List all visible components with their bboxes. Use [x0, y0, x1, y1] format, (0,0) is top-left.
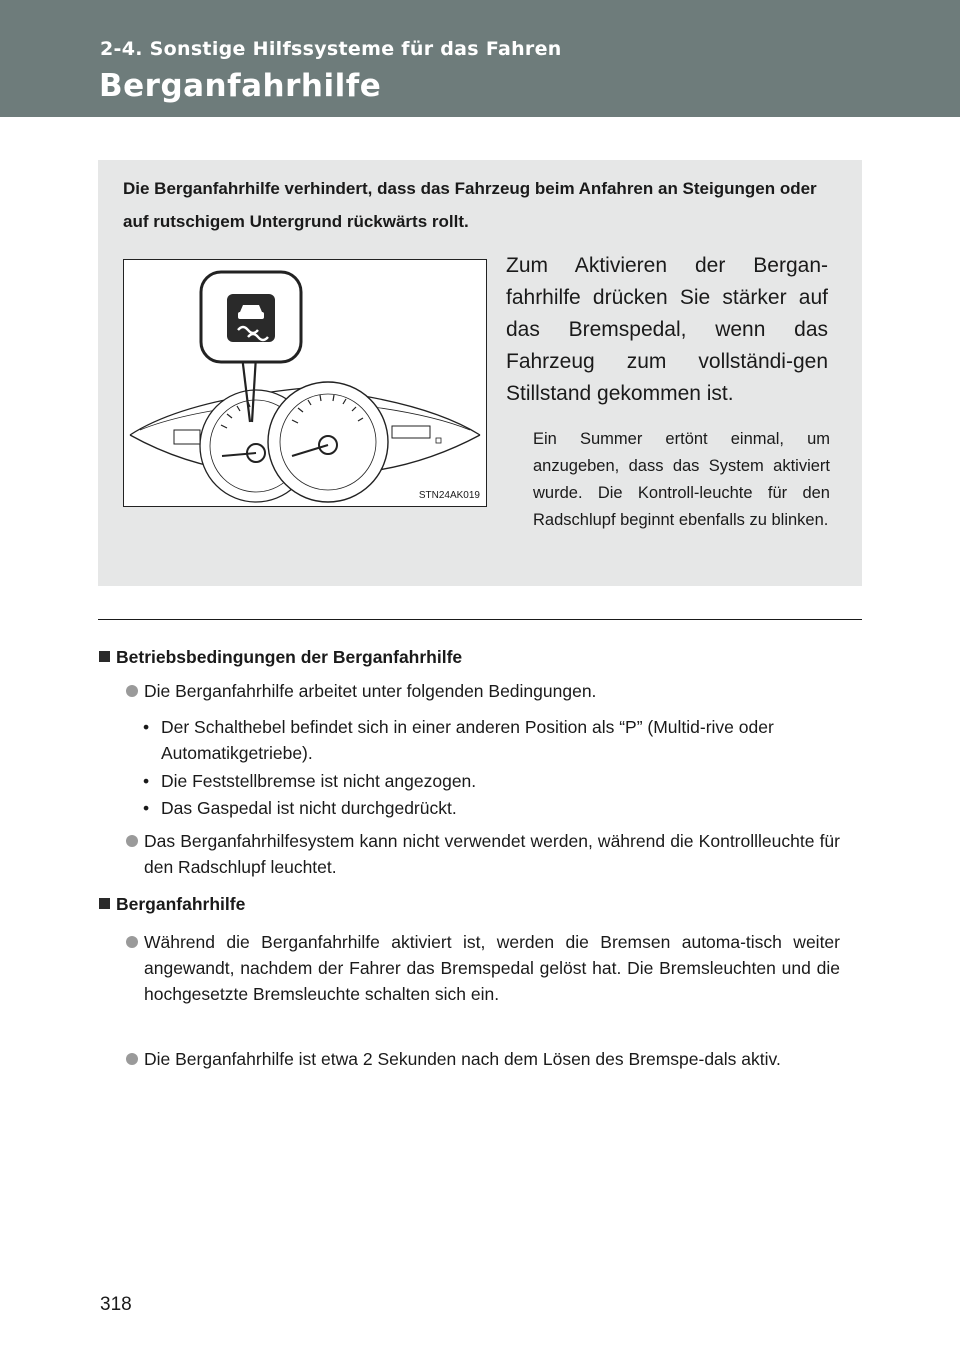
page-header — [0, 0, 960, 117]
list-item: Das Berganfahrhilfesystem kann nicht verwendet werden, während die Kontrollleuchte für den Radschlupf leuchtet. — [126, 828, 840, 880]
sub-item: • Der Schalthebel befindet sich in einer anderen Position als “P” (Multid-rive oder Automatikgetriebe). — [143, 717, 774, 763]
list-item: Die Berganfahrhilfe ist etwa 2 Sekunden nach dem Lösen des Bremspe-dals aktiv. — [126, 1046, 840, 1072]
page-title: Berganfahrhilfe — [99, 68, 382, 104]
sub-item: • Das Gaspedal ist nicht durchgedrückt. — [143, 798, 457, 818]
square-bullet-icon — [99, 651, 110, 662]
list-item: Die Berganfahrhilfe arbeitet unter folgenden Bedingungen. — [126, 678, 840, 704]
circle-bullet-icon — [126, 1053, 138, 1065]
circle-bullet-icon — [126, 685, 138, 697]
instrument-cluster-figure — [123, 259, 487, 507]
instrument-cluster-illustration — [124, 260, 486, 506]
square-bullet-icon — [99, 898, 110, 909]
figure-code: STN24AK019 — [418, 490, 480, 501]
section-title: 2-4. Sonstige Hilfssysteme für das Fahren — [100, 38, 562, 60]
circle-bullet-icon — [126, 835, 138, 847]
section-heading: Berganfahrhilfe — [99, 894, 245, 915]
divider — [98, 619, 862, 620]
sub-item: • Die Feststellbremse ist nicht angezogen. — [143, 771, 477, 791]
step-text: Zum Aktivieren der Bergan-fahrhilfe drücken Sie stärker auf das Bremspedal, wenn das Fahrzeug zum vollständi-gen Stillstand gekommen ist. — [506, 254, 828, 405]
note-text: Ein Summer ertönt einmal, um anzugeben, dass das System aktiviert wurde. Die Kontroll-leuchte für den Radschlupf beginnt ebenfalls zu blinken. — [533, 430, 830, 529]
page-number: 318 — [100, 1294, 132, 1315]
section-heading: Betriebsbedingungen der Berganfahrhilfe — [99, 647, 462, 668]
list-item: Während die Berganfahrhilfe aktiviert ist, werden die Bremsen automa-tisch weiter angewandt, nachdem der Fahrer das Bremspedal gelöst hat. Die Bremsleuchten und die hochgesetzte Bremsleuchte schalten sich ein. — [126, 929, 840, 1007]
intro-text: Die Berganfahrhilfe verhindert, dass das Fahrzeug beim Anfahren an Steigungen oder auf rutschigem Untergrund rückwärts rollt. — [123, 179, 817, 231]
circle-bullet-icon — [126, 936, 138, 948]
